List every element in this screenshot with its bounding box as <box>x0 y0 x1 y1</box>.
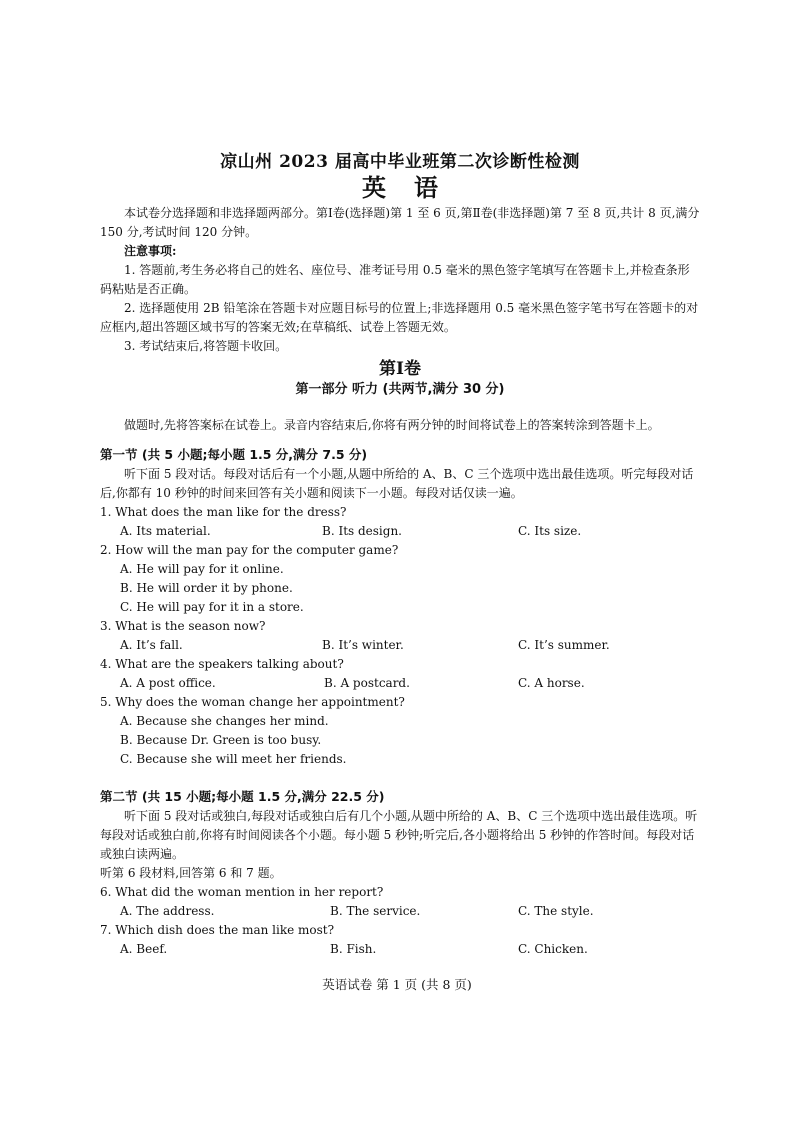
question-1-options <box>100 522 700 541</box>
subject-char-1: 英 <box>362 173 386 202</box>
section2-instruction: 听下面 5 段对话或独白,每段对话或独白后有几个小题,从题中所给的 A、B、C 三个选项中选出最佳选项。听每段对话或独白前,你将有时间阅读各个小题。每小题 5 秒钟;听完后,各小题将给出 5 秒钟的作答时间。每段对话或独白读两遍。 <box>100 809 698 861</box>
question-4-options <box>100 674 700 693</box>
note-2: 2. 选择题使用 2B 铅笔涂在答题卡对应题目标号的位置上;非选择题用 0.5 毫米黑色签字笔书写在答题卡的对应框内,超出答题区域书写的答案无效;在草稿纸、试卷上答题无效。 <box>100 301 699 334</box>
volume-title: 第Ⅰ卷 <box>379 359 421 379</box>
question-1: 1. What does the man like for the dress? <box>100 505 347 519</box>
question-6: 6. What did the woman mention in her report? <box>100 885 384 899</box>
note-3: 3. 考试结束后,将答题卡收回。 <box>124 339 288 353</box>
question-4: 4. What are the speakers talking about? <box>100 657 344 671</box>
section1-instruction: 听下面 5 段对话。每段对话后有一个小题,从题中所给的 A、B、C 三个选项中选出最佳选项。听完每段对话后,你都有 10 秒钟的时间来回答有关小题和阅读下一小题。每段对话仅读一遍。 <box>100 467 694 500</box>
section2-title: 第二节 (共 15 小题;每小题 1.5 分,满分 22.5 分) <box>100 789 385 804</box>
option-c: C. Chicken. <box>518 942 588 956</box>
option-c: C. It’s summer. <box>518 638 610 652</box>
option-a: A. Beef. <box>120 942 168 956</box>
option-c: C. The style. <box>518 904 594 918</box>
option-a: A. Its material. <box>120 524 211 538</box>
option-b: B. He will order it by phone. <box>120 581 293 595</box>
option-c: C. Because she will meet her friends. <box>120 752 347 766</box>
option-b: B. The service. <box>330 904 421 918</box>
question-6-options <box>100 902 700 921</box>
question-7: 7. Which dish does the man like most? <box>100 923 335 937</box>
subject-title <box>100 172 700 204</box>
note-1: 1. 答题前,考生务必将自己的姓名、座位号、准考证号用 0.5 毫米的黑色签字笔填写在答题卡上,并检查条形码粘贴是否正确。 <box>100 263 690 296</box>
question-3-options <box>100 636 700 655</box>
option-b: B. Because Dr. Green is too busy. <box>120 733 322 747</box>
subject-char-2: 语 <box>414 173 438 202</box>
option-b: B. Fish. <box>330 942 377 956</box>
page-footer: 英语试卷 第 1 页 (共 8 页) <box>322 977 472 992</box>
option-c: C. Its size. <box>518 524 582 538</box>
question-5: 5. Why does the woman change her appointment? <box>100 695 405 709</box>
option-c: C. He will pay for it in a store. <box>120 600 304 614</box>
exam-title: 凉山州 2023 届高中毕业班第二次诊断性检测 <box>220 152 580 172</box>
option-a: A. The address. <box>120 904 215 918</box>
section1-title: 第一节 (共 5 小题;每小题 1.5 分,满分 7.5 分) <box>100 447 368 462</box>
option-b: B. A postcard. <box>324 676 410 690</box>
option-a: A. A post office. <box>120 676 216 690</box>
question-7-options <box>100 940 700 959</box>
option-c: C. A horse. <box>518 676 585 690</box>
part-instruction: 做题时,先将答案标在试卷上。录音内容结束后,你将有两分钟的时间将试卷上的答案转涂到答题卡上。 <box>124 418 660 432</box>
question-2: 2. How will the man pay for the computer game? <box>100 543 399 557</box>
intro-paragraph: 本试卷分选择题和非选择题两部分。第Ⅰ卷(选择题)第 1 至 6 页,第Ⅱ卷(非选择题)第 7 至 8 页,共计 8 页,满分 150 分,考试时间 120 分钟。 <box>100 206 700 239</box>
option-b: B. It’s winter. <box>322 638 404 652</box>
notes-title: 注意事项: <box>124 244 177 258</box>
exam-page <box>100 150 700 959</box>
option-a: A. Because she changes her mind. <box>120 714 329 728</box>
option-a: A. He will pay for it online. <box>120 562 284 576</box>
material-note: 听第 6 段材料,回答第 6 和 7 题。 <box>100 866 282 880</box>
question-3: 3. What is the season now? <box>100 619 266 633</box>
option-b: B. Its design. <box>322 524 402 538</box>
part-title: 第一部分 听力 (共两节,满分 30 分) <box>295 382 505 397</box>
option-a: A. It’s fall. <box>120 638 183 652</box>
